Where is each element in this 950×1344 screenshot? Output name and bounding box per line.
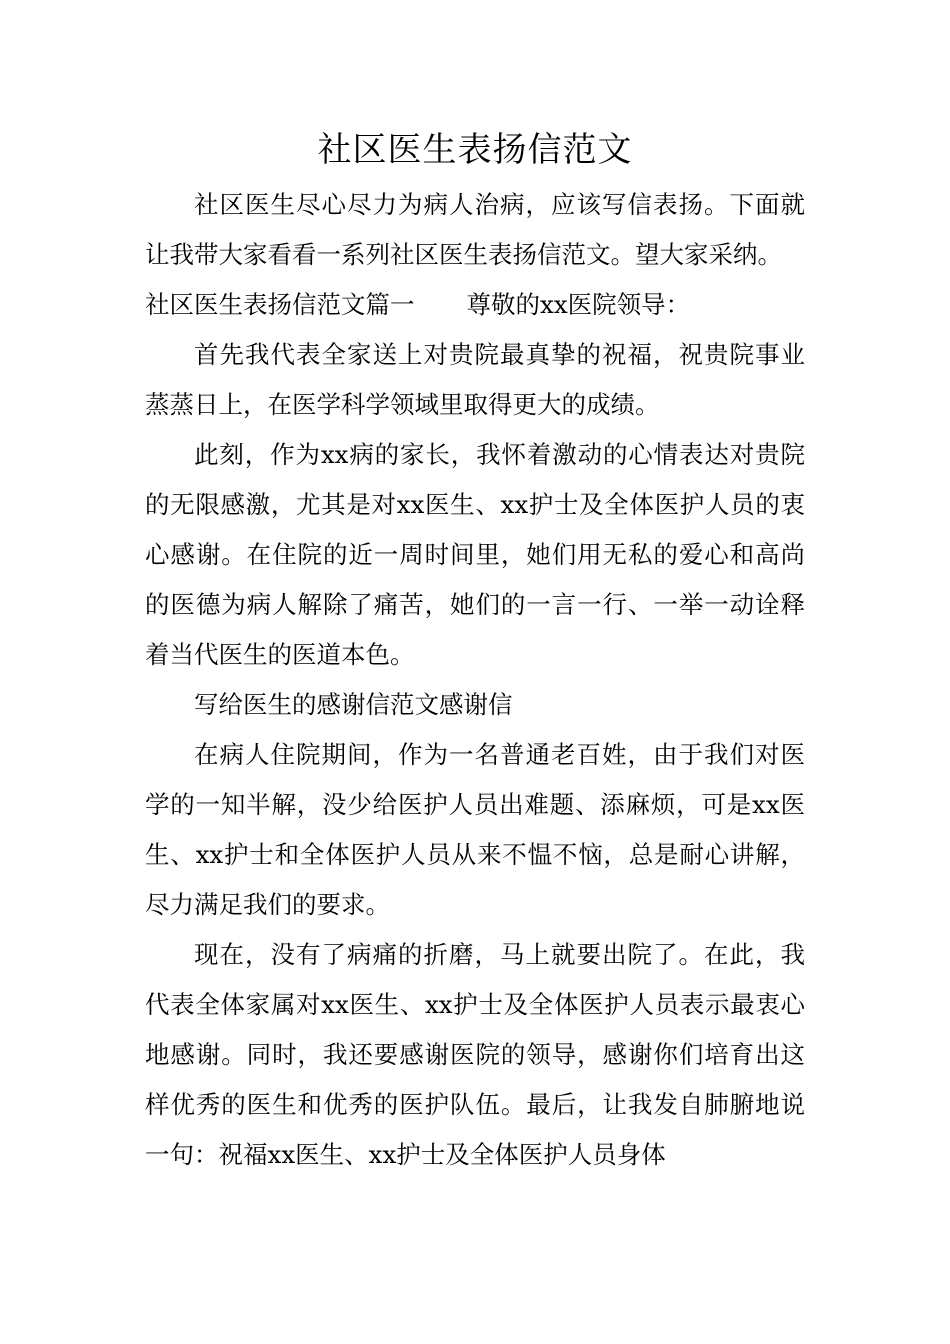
section-heading-line — [145, 280, 805, 330]
body-paragraph-2: 此刻，作为xx病的家长，我怀着激动的心情表达对贵院的无限感激，尤其是对xx医生、xx护士及全体医护人员的衷心感谢。在住院的近一周时间里，她们用无私的爱心和高尚的医德为病人解除了痛苦，她们的一言一行、一举一动诠释着当代医生的医道本色。 — [145, 440, 805, 669]
body-paragraph-4: 在病人住院期间，作为一名普通老百姓，由于我们对医学的一知半解，没少给医护人员出难题、添麻烦，可是xx医生、xx护士和全体医护人员从来不愠不恼，总是耐心讲解，尽力满足我们的要求。 — [145, 740, 805, 919]
section-heading: 社区医生表扬信范文篇一 — [145, 290, 415, 319]
body-paragraph-5: 现在，没有了病痛的折磨，马上就要出院了。在此，我代表全体家属对xx医生、xx护士及全体医护人员表示最衷心地感谢。同时，我还要感谢医院的领导，感谢你们培育出这样优秀的医生和优秀的医护队伍。最后，让我发自肺腑地说一句：祝福xx医生、xx护士及全体医护人员身体 — [145, 940, 805, 1169]
intro-paragraph: 社区医生尽心尽力为病人治病，应该写信表扬。下面就让我带大家看看一系列社区医生表扬信范文。望大家采纳。 — [145, 190, 805, 269]
salutation: 尊敬的xx医院领导： — [466, 290, 691, 319]
document-title: 社区医生表扬信范文 — [317, 130, 633, 170]
document-page — [145, 128, 805, 1180]
body-paragraph-3: 写给医生的感谢信范文感谢信 — [194, 690, 513, 719]
body-paragraph-1: 首先我代表全家送上对贵院最真挚的祝福，祝贵院事业蒸蒸日上，在医学科学领域里取得更大的成绩。 — [145, 340, 805, 419]
